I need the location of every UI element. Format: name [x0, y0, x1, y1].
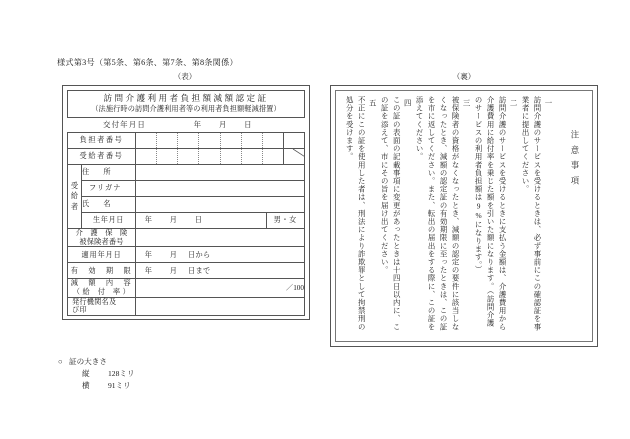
size-note-width-row: [58, 380, 135, 392]
apply-day-label: 日から: [188, 250, 211, 259]
birth-day-label: 日: [194, 216, 203, 225]
address-value[interactable]: [136, 164, 305, 180]
notice-item-2-text: 訪問介護のサービスを受けるときに支払う金額は、介護費用から介護費用に給付率を乗じた額を引いた額になります。（訪問介護のサービスの利用者負担額は9%になります。）: [474, 96, 508, 331]
notice-item-1-number: 一: [544, 99, 553, 108]
birthdate-fields: [136, 213, 266, 228]
table-row: [68, 297, 305, 315]
table-row: [68, 180, 305, 196]
notice-title: 注意事項: [570, 130, 579, 192]
birth-year-label: 年: [144, 216, 153, 225]
back-notice-area: [335, 90, 593, 342]
reduction-rate-value[interactable]: [136, 279, 305, 297]
notice-item-3-number: 三: [462, 99, 472, 108]
birthdate-label: 生年月日: [82, 212, 136, 228]
certificate-title-box: [67, 90, 305, 118]
certificate-back: [330, 85, 598, 347]
recipient-number-value[interactable]: [136, 148, 305, 164]
furigana-value[interactable]: [136, 180, 305, 196]
notice-item-4-text: この証の表面の記載事項に変更があったときは十四日以内に、この証を添えて、市にその旨を届け出てください。: [380, 96, 402, 331]
notice-item-4-number: 四: [403, 99, 413, 108]
apply-month-label: 月: [169, 250, 178, 259]
height-value: 128ミリ: [108, 368, 135, 378]
table-row: [68, 228, 305, 246]
table-row: [68, 212, 305, 228]
payer-number-label: 負担者番号: [68, 132, 136, 148]
expiry-value[interactable]: [136, 263, 305, 279]
expiry-day-label: 日まで: [188, 266, 211, 275]
notice-item-2: [472, 96, 519, 334]
name-label: 氏 名: [82, 196, 136, 212]
issue-year-label: 年: [193, 120, 202, 130]
expiry-year-label: 年: [144, 266, 153, 275]
name-value[interactable]: [136, 196, 305, 212]
notice-item-1: [519, 96, 554, 334]
issue-month-label: 月: [218, 120, 227, 130]
apply-year-label: 年: [144, 250, 153, 259]
width-value: 91ミリ: [108, 380, 131, 390]
size-note-height-row: [58, 368, 135, 380]
table-row: [68, 279, 305, 297]
table-row: [68, 247, 305, 263]
strikethrough-diagonal: [136, 149, 304, 164]
table-row: [68, 196, 305, 212]
issue-day-label: 日: [244, 120, 252, 130]
caption-back-side: （裏）: [452, 72, 476, 81]
notice-item-5: [343, 96, 378, 334]
insurance-number-value[interactable]: [136, 228, 305, 246]
issuer-value[interactable]: [136, 297, 305, 315]
insurance-number-label: 介 護 保 険 被保険者番号: [68, 228, 136, 246]
apply-date-label: 適用年月日: [68, 247, 136, 263]
apply-date-value[interactable]: [136, 247, 305, 263]
width-label: 横: [82, 380, 90, 390]
table-row: [68, 164, 305, 180]
table-row: [68, 263, 305, 279]
form-number: 様式第3号（第5条、第6条、第7条、第8条関係）: [57, 58, 238, 67]
issue-date-row: [67, 118, 305, 132]
reduction-denominator: ／100: [286, 283, 304, 292]
certificate-table: [67, 132, 305, 316]
notice-item-1-text: 訪問介護のサービスを受けるときは、必ず事前にこの確認証を事業者に提出してください。: [521, 96, 542, 331]
issuer-label: 発行機関名及 び印: [68, 297, 136, 315]
address-label: 住 所: [82, 164, 136, 180]
notice-item-2-number: 二: [509, 99, 519, 108]
furigana-label: フリガナ: [82, 180, 136, 196]
notice-item-5-number: 五: [368, 99, 378, 108]
expiry-month-label: 月: [169, 266, 178, 275]
recipient-number-label: 受給者番号: [68, 148, 136, 164]
size-note-title-row: [58, 356, 135, 368]
notice-item-3-text: 被保険者の資格がなくなったとき、減額の認定の要件に該当しなくなったとき、減額の認定証の有効期限に至ったときは、この証を市に返してください。また、転出の届出をする際に、この証を添えてください。: [415, 96, 461, 331]
issue-date-label: 交付年月日: [103, 120, 146, 130]
size-note-title: 証の大きさ: [69, 357, 107, 366]
expiry-label: 有 効 期 限: [68, 263, 136, 279]
issue-date-fields: [186, 119, 260, 130]
recipient-group-label: 受給者: [68, 164, 82, 228]
certificate-front: [62, 85, 310, 320]
certificate-subtitle: （法施行時の訪問介護利用者等の利用者負担額軽減措置）: [91, 104, 281, 113]
table-row: [68, 132, 305, 148]
payer-number-value[interactable]: [136, 132, 305, 148]
table-row: [68, 148, 305, 164]
birthdate-value[interactable]: [136, 212, 305, 228]
footer-notes: [58, 356, 135, 391]
notice-item-5-text: 不正にこの証を使用した者は、刑法により詐欺罪として拘禁刑の処分を受けます。: [345, 96, 367, 331]
certificate-title: 訪問介護利用者負担額減額認定証: [103, 93, 269, 103]
bullet-marker: ○: [58, 357, 63, 366]
notice-item-3: [413, 96, 472, 334]
sex-field[interactable]: 男・女: [266, 213, 304, 228]
birth-month-label: 月: [169, 216, 178, 225]
reduction-label: 減 額 内 容 （ 給 付 率 ）: [68, 279, 136, 297]
caption-front-side: （表）: [173, 72, 197, 81]
notice-item-4: [378, 96, 413, 334]
height-label: 縦: [82, 368, 90, 378]
